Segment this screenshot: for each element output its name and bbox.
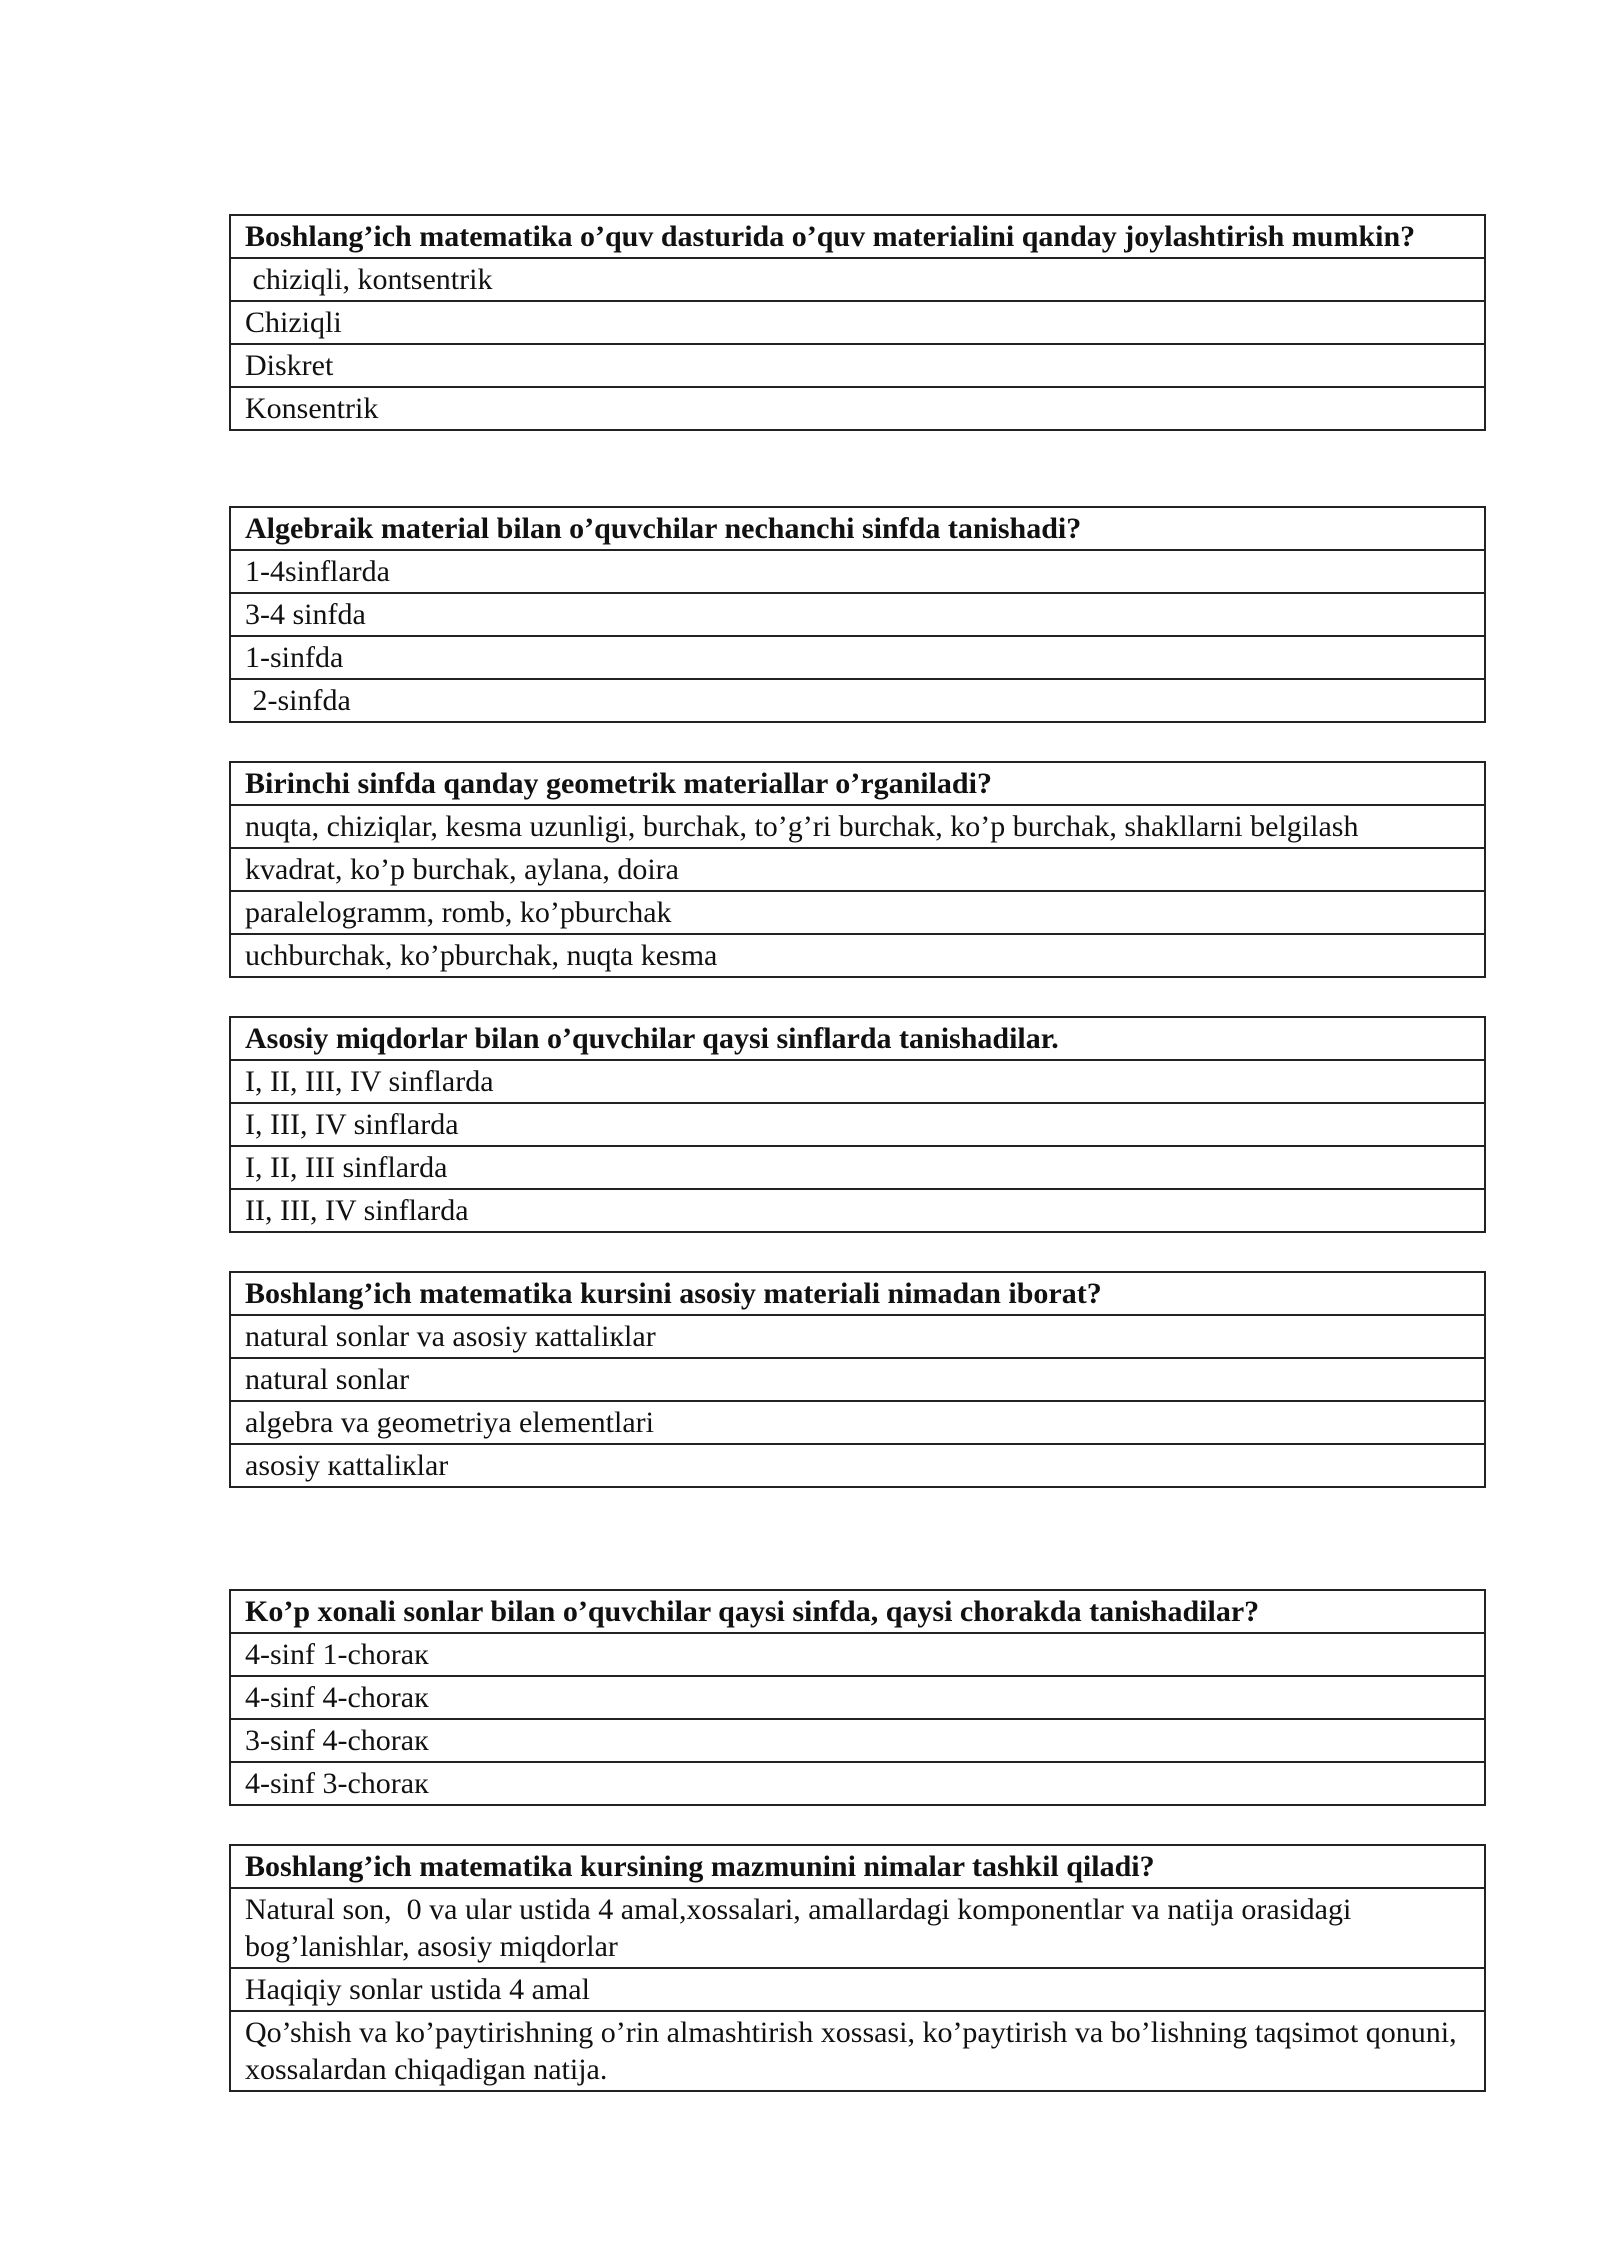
question-text: Asosiy miqdorlar bilan o’quvchilar qaysi sinflarda tanishadilar. — [230, 1017, 1485, 1060]
answer-option: 3-4 sinfda — [230, 593, 1485, 636]
answer-option: Diskret — [230, 344, 1485, 387]
answer-option: I, II, III, IV sinflarda — [230, 1060, 1485, 1103]
answer-option: I, II, III sinflarda — [230, 1146, 1485, 1189]
question-block-2 — [229, 506, 1486, 723]
question-text: Boshlang’ich matematika kursining mazmunini nimalar tashkil qiladi? — [230, 1845, 1485, 1888]
answer-option: 3-sinf 4-chorак — [230, 1719, 1485, 1762]
answer-option: natural sonlar va asosiy кattaliкlar — [230, 1315, 1485, 1358]
answer-option: Konsentrik — [230, 387, 1485, 430]
answer-option: 4-sinf 4-chorак — [230, 1676, 1485, 1719]
answer-option: kvadrat, ko’p burchak, aylana, doira — [230, 848, 1485, 891]
question-block-1 — [229, 214, 1486, 431]
question-text: Birinchi sinfda qanday geometrik materiallar o’rganiladi? — [230, 762, 1485, 805]
answer-option: Qo’shish va ko’paytirishning o’rin almashtirish xossasi, ko’paytirish va bo’lishning taqsimot qonuni, xossalardan chiqadigan natija. — [230, 2011, 1485, 2091]
question-block-3 — [229, 761, 1486, 978]
question-block-5 — [229, 1271, 1486, 1488]
answer-option: Haqiqiy sonlar ustida 4 amal — [230, 1968, 1485, 2011]
answer-option: uchburchak, ko’pburchak, nuqta kesma — [230, 934, 1485, 977]
question-text: Algebraik material bilan o’quvchilar nechanchi sinfda tanishadi? — [230, 507, 1485, 550]
answer-option: asosiy кattaliкlar — [230, 1444, 1485, 1487]
answer-option: 4-sinf 3-chorак — [230, 1762, 1485, 1805]
question-text: Boshlang’ich matematika kursini asosiy materiali nimadan iborat? — [230, 1272, 1485, 1315]
answer-option: paralelogramm, romb, ko’pburchak — [230, 891, 1485, 934]
question-text: Boshlang’ich matematika o’quv dasturida o’quv materialini qanday joylashtirish mumkin? — [230, 215, 1485, 258]
answer-option: natural sonlar — [230, 1358, 1485, 1401]
answer-option: chiziqli, kontsentrik — [230, 258, 1485, 301]
answer-option: 1-4sinflarda — [230, 550, 1485, 593]
question-block-4 — [229, 1016, 1486, 1233]
question-text: Ko’p xonali sonlar bilan o’quvchilar qaysi sinfda, qaysi chorakda tanishadilar? — [230, 1590, 1485, 1633]
answer-option: II, III, IV sinflarda — [230, 1189, 1485, 1232]
question-block-6 — [229, 1589, 1486, 1806]
answer-option: Natural son, 0 va ular ustida 4 amal,xossalari, amallardagi komponentlar va natija orasidagi bog’lanishlar, asosiy miqdorlar — [230, 1888, 1485, 1968]
answer-option: nuqta, chiziqlar, kesma uzunligi, burchak, to’g’ri burchak, ko’p burchak, shakllarni belgilash — [230, 805, 1485, 848]
answer-option: 1-sinfda — [230, 636, 1485, 679]
answer-option: algebra va geometriya elementlari — [230, 1401, 1485, 1444]
question-block-7 — [229, 1844, 1486, 2092]
answer-option: 2-sinfda — [230, 679, 1485, 722]
answer-option: 4-sinf 1-chorак — [230, 1633, 1485, 1676]
answer-option: I, III, IV sinflarda — [230, 1103, 1485, 1146]
answer-option: Chiziqli — [230, 301, 1485, 344]
